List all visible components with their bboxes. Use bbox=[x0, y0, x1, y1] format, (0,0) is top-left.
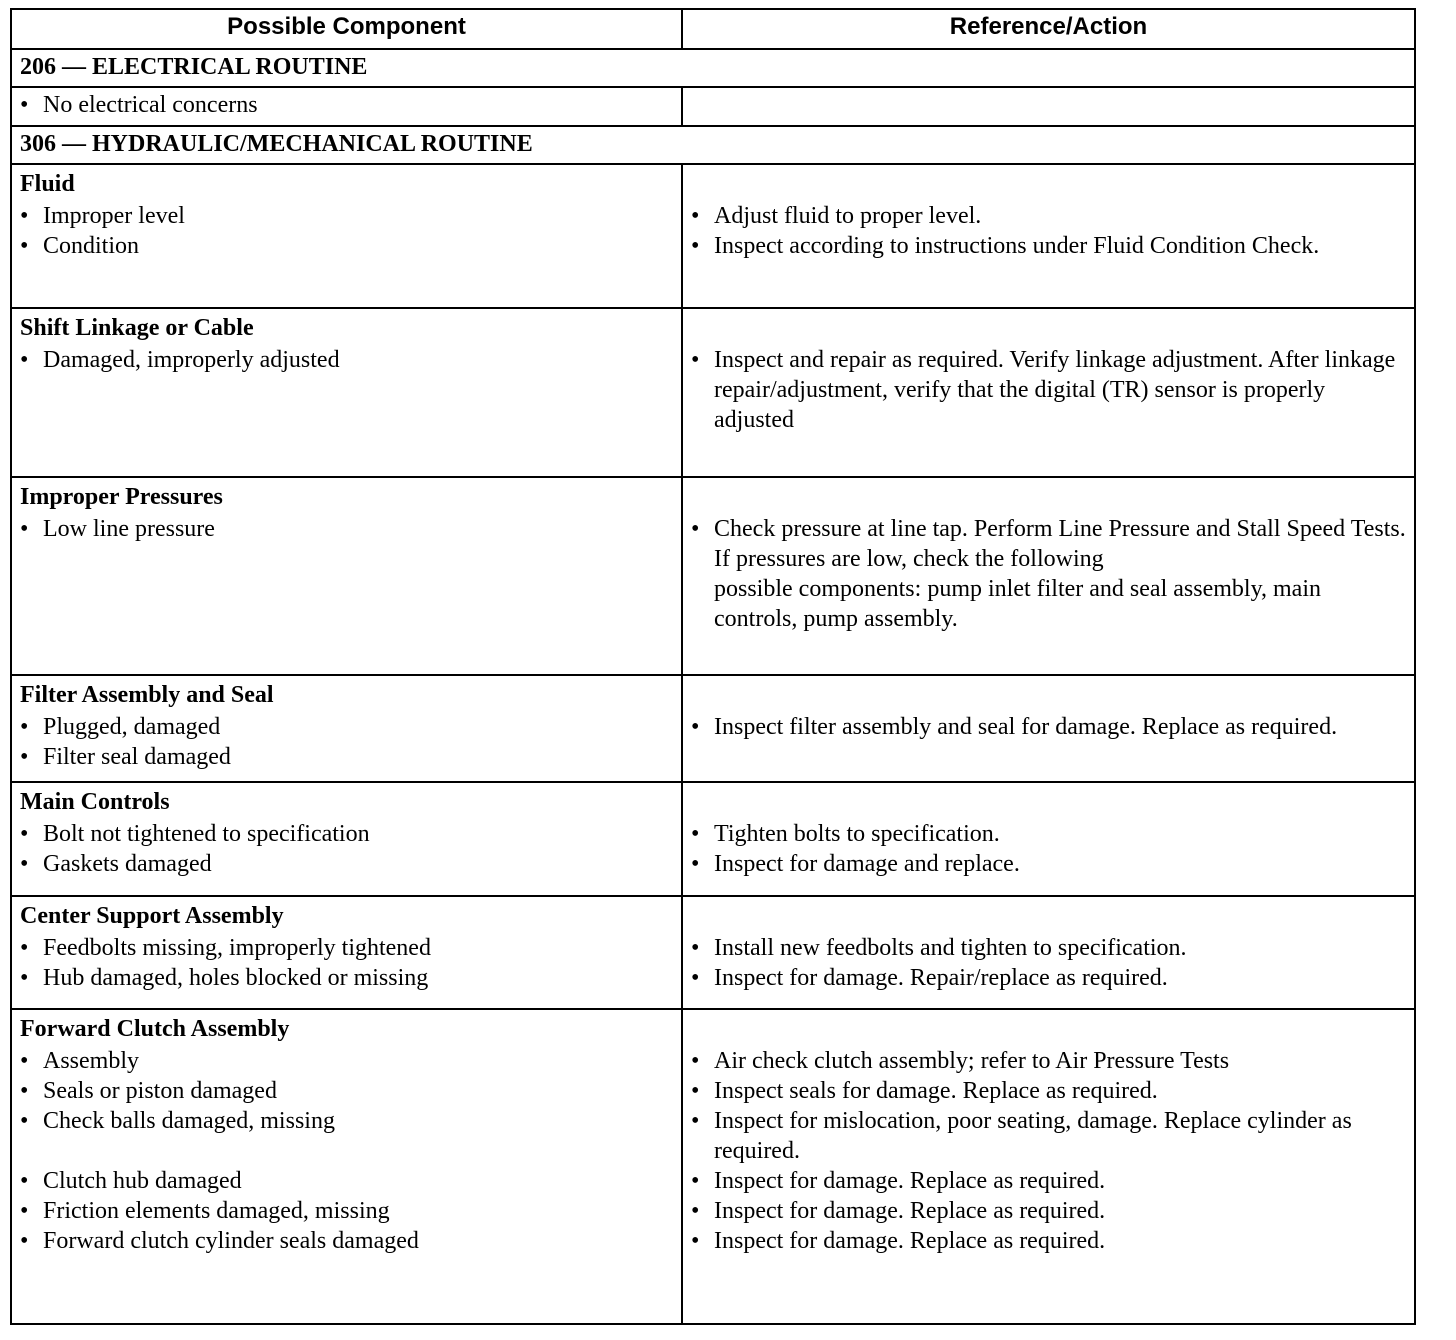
action-line bbox=[691, 201, 1406, 231]
action-text: Inspect seals for damage. Replace as required. bbox=[714, 1077, 1158, 1104]
bullet-icon: • bbox=[691, 1227, 700, 1254]
section-row-hydraulic bbox=[11, 126, 1415, 164]
bullet-icon: • bbox=[691, 964, 700, 991]
action-text: Install new feedbolts and tighten to specification. bbox=[714, 934, 1187, 961]
component-line bbox=[20, 1166, 673, 1196]
group-title: Center Support Assembly bbox=[20, 902, 284, 929]
component-line bbox=[20, 90, 673, 120]
component-line bbox=[20, 201, 673, 231]
component-text: Hub damaged, holes blocked or missing bbox=[43, 964, 429, 991]
action-item bbox=[691, 712, 1406, 742]
component-cell bbox=[11, 896, 682, 1009]
action-text: Inspect for damage. Replace as required. bbox=[714, 1167, 1106, 1194]
bullet-icon: • bbox=[691, 1167, 700, 1194]
action-text: Inspect for mislocation, poor seating, damage. Replace cylinder as required. bbox=[714, 1107, 1352, 1164]
title-spacer bbox=[691, 480, 1406, 514]
component-line bbox=[20, 849, 673, 879]
action-text: Inspect for damage and replace. bbox=[714, 851, 1020, 878]
component-line bbox=[20, 742, 673, 772]
table-row-group bbox=[11, 782, 1415, 895]
component-cell bbox=[11, 87, 682, 125]
action-item bbox=[691, 514, 1406, 634]
bullet-icon: • bbox=[20, 714, 29, 741]
action-item bbox=[691, 231, 1406, 261]
action-line bbox=[691, 963, 1406, 993]
component-item bbox=[20, 933, 673, 963]
action-line bbox=[691, 1046, 1406, 1076]
bullet-icon: • bbox=[691, 233, 700, 260]
action-line bbox=[691, 933, 1406, 963]
bullet-icon: • bbox=[691, 1107, 700, 1134]
component-text: Low line pressure bbox=[43, 516, 215, 543]
bullet-icon: • bbox=[20, 203, 29, 230]
bullet-icon: • bbox=[20, 1077, 29, 1104]
action-cell bbox=[682, 1009, 1415, 1324]
component-text: Plugged, damaged bbox=[43, 714, 221, 741]
component-line bbox=[20, 712, 673, 742]
group-title: Filter Assembly and Seal bbox=[20, 682, 274, 709]
bullet-icon: • bbox=[20, 1107, 29, 1134]
component-cell bbox=[11, 675, 682, 782]
component-text: Forward clutch cylinder seals damaged bbox=[43, 1227, 419, 1254]
table-row-group bbox=[11, 308, 1415, 478]
component-item bbox=[20, 849, 673, 879]
component-line bbox=[20, 963, 673, 993]
component-text: Friction elements damaged, missing bbox=[43, 1197, 390, 1224]
action-item bbox=[691, 963, 1406, 993]
bullet-icon: • bbox=[20, 92, 29, 119]
bullet-icon: • bbox=[691, 1197, 700, 1224]
action-line bbox=[691, 345, 1406, 435]
bullet-icon: • bbox=[691, 516, 700, 543]
component-text: Condition bbox=[43, 233, 140, 260]
action-cell bbox=[682, 477, 1415, 675]
bullet-icon: • bbox=[20, 1227, 29, 1254]
component-line bbox=[20, 514, 673, 544]
action-text: Air check clutch assembly; refer to Air Pressure Tests bbox=[714, 1047, 1230, 1074]
group-title: Improper Pressures bbox=[20, 484, 223, 511]
component-line bbox=[20, 1226, 673, 1256]
bullet-icon: • bbox=[20, 1167, 29, 1194]
component-item bbox=[20, 1196, 673, 1226]
bullet-icon: • bbox=[691, 714, 700, 741]
action-cell bbox=[682, 164, 1415, 307]
component-item bbox=[20, 742, 673, 772]
component-text: Clutch hub damaged bbox=[43, 1167, 242, 1194]
bullet-icon: • bbox=[20, 851, 29, 878]
section-title: 306 — HYDRAULIC/MECHANICAL ROUTINE bbox=[11, 126, 1415, 164]
component-item bbox=[20, 1046, 673, 1076]
action-item bbox=[691, 1166, 1406, 1196]
component-text: Feedbolts missing, improperly tightened bbox=[43, 934, 431, 961]
action-cell bbox=[682, 308, 1415, 478]
action-item bbox=[691, 819, 1406, 849]
title-spacer bbox=[691, 1012, 1406, 1046]
component-text: Bolt not tightened to specification bbox=[43, 821, 370, 848]
bullet-icon: • bbox=[691, 203, 700, 230]
bullet-icon: • bbox=[20, 821, 29, 848]
action-item bbox=[691, 1046, 1406, 1076]
action-line bbox=[691, 231, 1406, 261]
bullet-icon: • bbox=[20, 934, 29, 961]
component-line bbox=[20, 1106, 673, 1136]
component-line bbox=[20, 1046, 673, 1076]
component-item bbox=[20, 712, 673, 742]
bullet-icon: • bbox=[691, 934, 700, 961]
bullet-icon: • bbox=[20, 233, 29, 260]
bullet-icon: • bbox=[691, 821, 700, 848]
component-line bbox=[20, 1076, 673, 1106]
group-title: Main Controls bbox=[20, 789, 170, 816]
diagnosis-table bbox=[10, 8, 1416, 1325]
action-item bbox=[691, 1226, 1406, 1256]
component-item bbox=[20, 1106, 673, 1166]
group-title: Shift Linkage or Cable bbox=[20, 314, 254, 341]
component-text: Seals or piston damaged bbox=[43, 1077, 277, 1104]
title-spacer bbox=[691, 785, 1406, 819]
action-text: Tighten bolts to specification. bbox=[714, 821, 1000, 848]
component-text: No electrical concerns bbox=[43, 92, 258, 119]
component-text: Check balls damaged, missing bbox=[43, 1107, 335, 1134]
component-cell bbox=[11, 308, 682, 478]
bullet-icon: • bbox=[691, 346, 700, 373]
action-text: Inspect filter assembly and seal for damage. Replace as required. bbox=[714, 714, 1338, 741]
action-line bbox=[691, 1076, 1406, 1106]
bullet-icon: • bbox=[691, 851, 700, 878]
action-line bbox=[691, 514, 1406, 544]
component-line bbox=[20, 819, 673, 849]
title-spacer bbox=[691, 311, 1406, 345]
header-row bbox=[11, 9, 1415, 49]
component-item bbox=[20, 1166, 673, 1196]
action-text: Inspect for damage. Replace as required. bbox=[714, 1197, 1106, 1224]
bullet-icon: • bbox=[20, 1047, 29, 1074]
component-item bbox=[20, 819, 673, 849]
bullet-icon: • bbox=[20, 516, 29, 543]
component-line bbox=[20, 345, 673, 375]
component-text: Gaskets damaged bbox=[43, 851, 212, 878]
title-spacer bbox=[691, 678, 1406, 712]
bullet-icon: • bbox=[691, 1077, 700, 1104]
action-item bbox=[691, 742, 1406, 772]
group-title: Fluid bbox=[20, 171, 75, 198]
action-item bbox=[691, 1106, 1406, 1166]
action-cell bbox=[682, 675, 1415, 782]
action-note: possible components: pump inlet filter and seal assembly, main controls, pump assembly. bbox=[714, 576, 1321, 633]
component-item bbox=[20, 1226, 673, 1256]
component-item bbox=[20, 201, 673, 231]
action-text: Check pressure at line tap. Perform Line Pressure and Stall Speed Tests. bbox=[714, 516, 1406, 543]
action-text: Inspect for damage. Repair/replace as required. bbox=[714, 964, 1168, 991]
action-line bbox=[691, 1166, 1406, 1196]
action-note: If pressures are low, check the following bbox=[714, 546, 1104, 573]
bullet-icon: • bbox=[20, 744, 29, 771]
table-row-group bbox=[11, 164, 1415, 307]
table-row-electrical bbox=[11, 87, 1415, 125]
table-row-group bbox=[11, 896, 1415, 1009]
component-line bbox=[20, 933, 673, 963]
component-item bbox=[20, 514, 673, 634]
action-cell bbox=[682, 87, 1415, 125]
action-line bbox=[691, 1196, 1406, 1226]
component-item bbox=[20, 231, 673, 261]
action-item bbox=[691, 1076, 1406, 1106]
section-title: 206 — ELECTRICAL ROUTINE bbox=[11, 49, 1415, 87]
table-row-group bbox=[11, 477, 1415, 675]
bullet-icon: • bbox=[20, 346, 29, 373]
component-cell bbox=[11, 164, 682, 307]
bullet-icon: • bbox=[691, 1047, 700, 1074]
action-item bbox=[691, 1196, 1406, 1226]
action-item bbox=[691, 345, 1406, 435]
title-spacer bbox=[691, 899, 1406, 933]
component-line bbox=[20, 1196, 673, 1226]
component-line bbox=[20, 231, 673, 261]
action-text: Inspect according to instructions under Fluid Condition Check. bbox=[714, 233, 1320, 260]
title-spacer bbox=[691, 167, 1406, 201]
section-row-electrical bbox=[11, 49, 1415, 87]
action-item bbox=[691, 201, 1406, 231]
component-text: Damaged, improperly adjusted bbox=[43, 346, 340, 373]
action-item bbox=[691, 933, 1406, 963]
action-line bbox=[691, 849, 1406, 879]
component-cell bbox=[11, 477, 682, 675]
bullet-icon: • bbox=[20, 964, 29, 991]
action-text: Inspect and repair as required. Verify linkage adjustment. After linkage repair/adjustment, verify that the digital (TR) sensor is properly adjusted bbox=[714, 346, 1396, 433]
action-text: Inspect for damage. Replace as required. bbox=[714, 1227, 1106, 1254]
table-row-group bbox=[11, 1009, 1415, 1324]
action-cell bbox=[682, 782, 1415, 895]
bullet-icon: • bbox=[20, 1197, 29, 1224]
action-line bbox=[691, 1226, 1406, 1256]
group-title: Forward Clutch Assembly bbox=[20, 1015, 290, 1042]
action-line bbox=[691, 712, 1406, 742]
action-cell bbox=[682, 896, 1415, 1009]
action-text: Adjust fluid to proper level. bbox=[714, 203, 982, 230]
header-reference-action: Reference/Action bbox=[682, 9, 1415, 49]
component-cell bbox=[11, 782, 682, 895]
component-cell bbox=[11, 1009, 682, 1324]
action-item bbox=[691, 849, 1406, 879]
header-possible-component: Possible Component bbox=[11, 9, 682, 49]
component-item bbox=[20, 963, 673, 993]
component-text: Improper level bbox=[43, 203, 185, 230]
component-item bbox=[20, 345, 673, 435]
action-line bbox=[691, 819, 1406, 849]
table-row-group bbox=[11, 675, 1415, 782]
component-text: Filter seal damaged bbox=[43, 744, 231, 771]
action-line bbox=[691, 1106, 1406, 1166]
component-text: Assembly bbox=[43, 1047, 139, 1074]
component-item bbox=[20, 1076, 673, 1106]
